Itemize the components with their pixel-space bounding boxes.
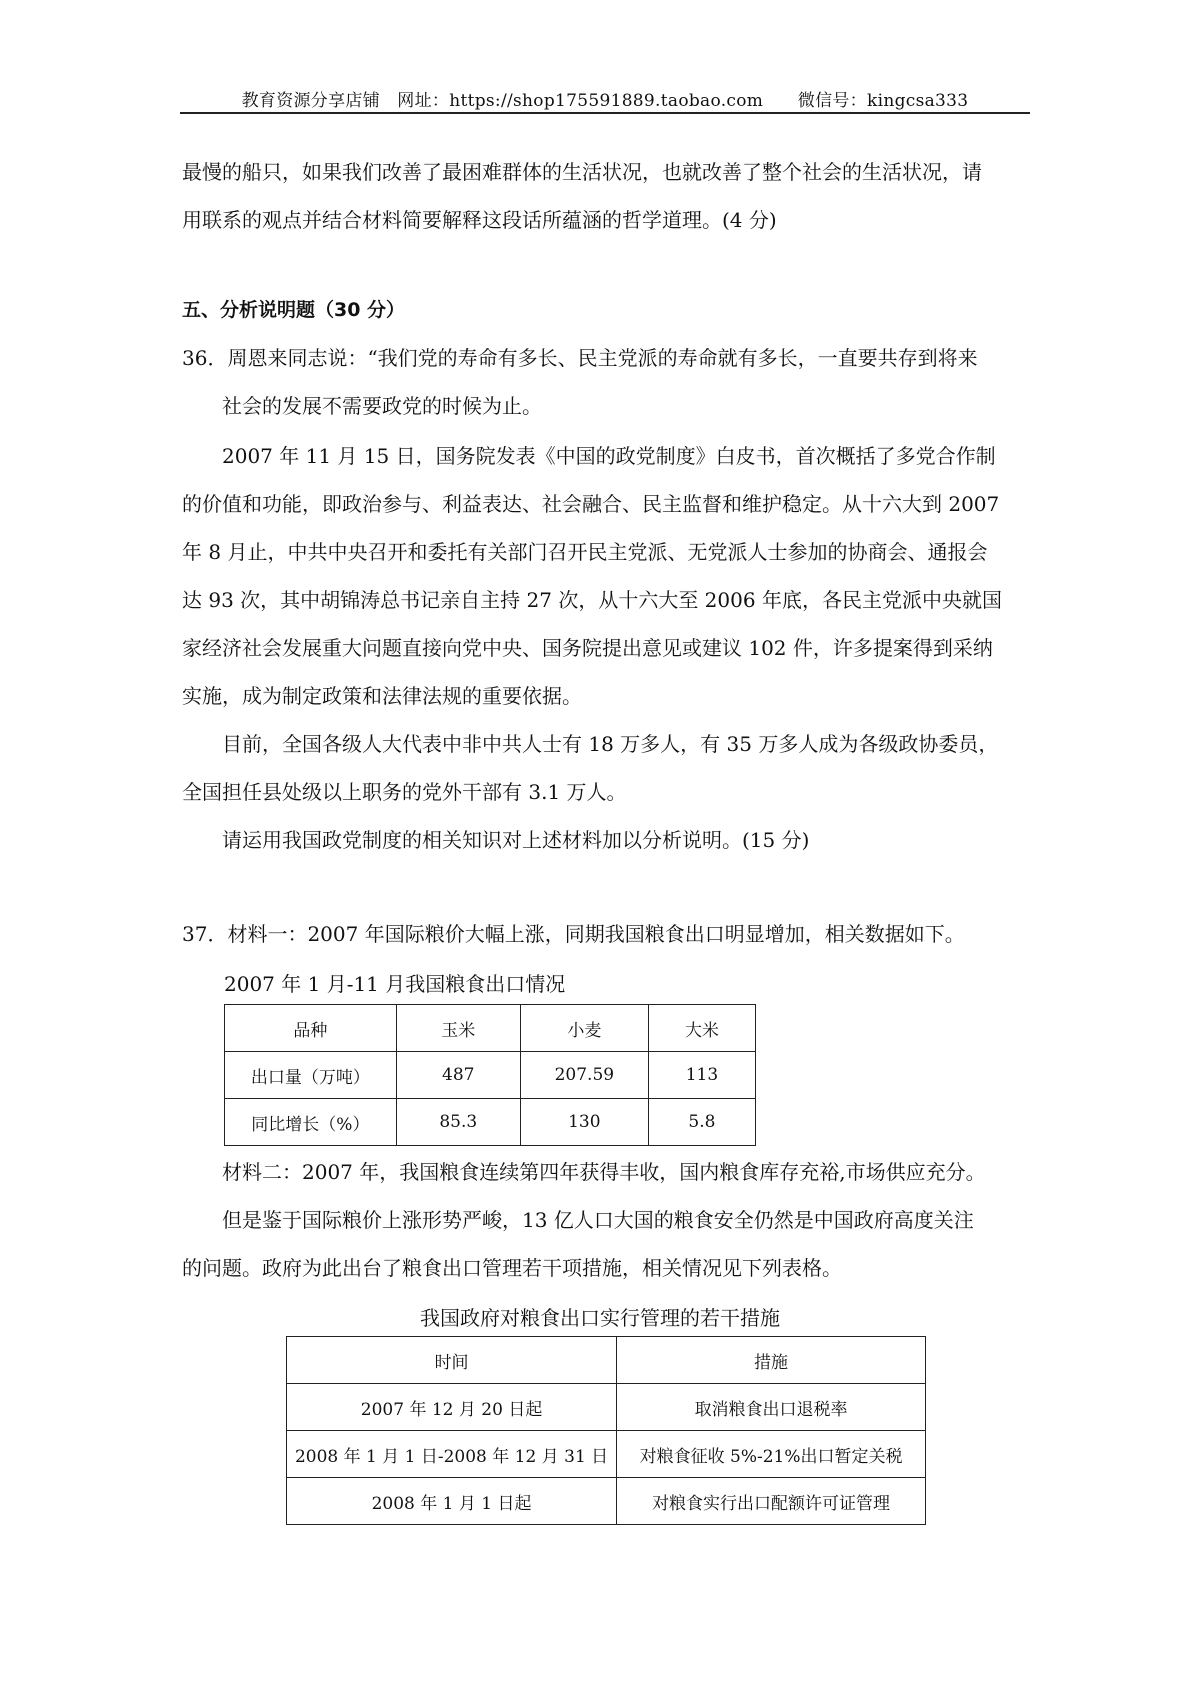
grain-export-table xyxy=(224,1004,756,1146)
q37-material2-line-1: 材料二：2007 年，我国粮食连续第四年获得丰收，国内粮食库存充裕,市场供应充分。 xyxy=(222,1160,986,1184)
table-row xyxy=(225,1052,756,1099)
table-row xyxy=(287,1431,926,1478)
page-header: 教育资源分享店铺 网址：https://shop175591889.taobao.com 微信号：kingcsa333 xyxy=(241,91,969,111)
export-measures-table xyxy=(286,1336,926,1525)
table-cell: 207.59 xyxy=(520,1052,648,1099)
table-cell: 取消粮食出口退税率 xyxy=(617,1384,926,1431)
q36-line-1: 36．周恩来同志说：“我们党的寿命有多长、民主党派的寿命就有多长，一直要共存到将来 xyxy=(182,346,978,370)
q36-line-7: 家经济社会发展重大问题直接向党中央、国务院提出意见或建议 102 件，许多提案得到采纳 xyxy=(182,636,993,660)
q36-line-11: 请运用我国政党制度的相关知识对上述材料加以分析说明。(15 分) xyxy=(222,828,810,852)
table-cell: 对粮食实行出口配额许可证管理 xyxy=(617,1478,926,1525)
continuation-line-1: 最慢的船只，如果我们改善了最困难群体的生活状况，也就改善了整个社会的生活状况，请 xyxy=(182,160,982,184)
header-divider xyxy=(180,112,1030,114)
table-cell: 玉米 xyxy=(396,1005,520,1052)
table-cell: 2007 年 12 月 20 日起 xyxy=(287,1384,617,1431)
table-cell: 2008 年 1 月 1 日-2008 年 12 月 31 日 xyxy=(287,1431,617,1478)
table-cell: 大米 xyxy=(648,1005,755,1052)
q36-line-4: 的价值和功能，即政治参与、利益表达、社会融合、民主监督和维护稳定。从十六大到 2007 xyxy=(182,492,1000,516)
table-cell: 2008 年 1 月 1 日起 xyxy=(287,1478,617,1525)
table-cell: 小麦 xyxy=(520,1005,648,1052)
q36-line-9: 目前，全国各级人大代表中非中共人士有 18 万多人，有 35 万多人成为各级政协委员， xyxy=(222,732,999,756)
table-cell: 113 xyxy=(648,1052,755,1099)
table-cell: 5.8 xyxy=(648,1099,755,1146)
table-cell: 对粮食征收 5%-21%出口暂定关税 xyxy=(617,1431,926,1478)
table1-caption: 2007 年 1 月-11 月我国粮食出口情况 xyxy=(224,972,566,996)
table-cell: 时间 xyxy=(287,1337,617,1384)
q36-line-2: 社会的发展不需要政党的时候为止。 xyxy=(222,394,542,418)
table-row xyxy=(287,1478,926,1525)
q37-material2-line-3: 的问题。政府为此出台了粮食出口管理若干项措施，相关情况见下列表格。 xyxy=(182,1256,842,1280)
table-cell: 487 xyxy=(396,1052,520,1099)
section-heading: 五、分析说明题（30 分） xyxy=(182,299,406,321)
table-cell: 出口量（万吨） xyxy=(225,1052,397,1099)
q36-line-8: 实施，成为制定政策和法律法规的重要依据。 xyxy=(182,684,582,708)
q36-line-5: 年 8 月止，中共中央召开和委托有关部门召开民主党派、无党派人士参加的协商会、通报会 xyxy=(182,540,988,564)
table-cell: 措施 xyxy=(617,1337,926,1384)
table-row xyxy=(287,1384,926,1431)
table-row xyxy=(225,1099,756,1146)
table-cell: 品种 xyxy=(225,1005,397,1052)
q36-line-10: 全国担任县处级以上职务的党外干部有 3.1 万人。 xyxy=(182,780,627,804)
q36-line-3: 2007 年 11 月 15 日，国务院发表《中国的政党制度》白皮书，首次概括了多党合作制 xyxy=(222,444,996,468)
table-cell: 85.3 xyxy=(396,1099,520,1146)
table-row xyxy=(225,1005,756,1052)
q37-material2-line-2: 但是鉴于国际粮价上涨形势严峻，13 亿人口大国的粮食安全仍然是中国政府高度关注 xyxy=(222,1208,974,1232)
table-cell: 同比增长（%） xyxy=(225,1099,397,1146)
table-row xyxy=(287,1337,926,1384)
continuation-line-2: 用联系的观点并结合材料简要解释这段话所蕴涵的哲学道理。(4 分) xyxy=(182,208,777,232)
q36-line-6: 达 93 次，其中胡锦涛总书记亲自主持 27 次，从十六大至 2006 年底，各民主党派中央就国 xyxy=(182,588,1002,612)
table2-caption: 我国政府对粮食出口实行管理的若干措施 xyxy=(420,1306,780,1330)
q37-intro: 37．材料一：2007 年国际粮价大幅上涨，同期我国粮食出口明显增加，相关数据如下。 xyxy=(182,922,965,946)
table-cell: 130 xyxy=(520,1099,648,1146)
